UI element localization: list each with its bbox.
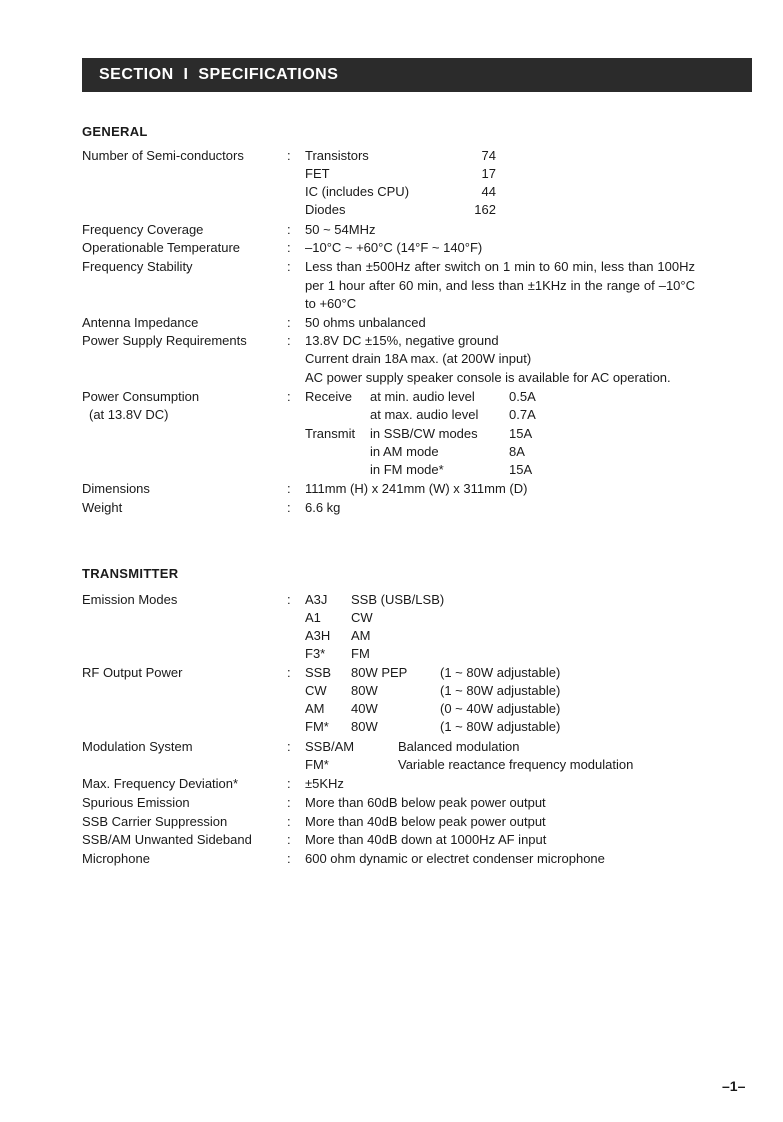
semi-count: 74: [481, 148, 496, 163]
semi-count: 17: [481, 166, 496, 181]
carrier-suppression-label: SSB Carrier Suppression: [82, 814, 228, 829]
colon: :: [287, 389, 291, 404]
semi-count: 44: [481, 184, 496, 199]
general-heading: GENERAL: [82, 124, 148, 139]
rf-power: 40W: [351, 701, 378, 716]
semi-name: Diodes: [305, 202, 346, 217]
spurious-value: More than 60dB below peak power output: [305, 795, 546, 810]
unwanted-sideband-value: More than 40dB down at 1000Hz AF input: [305, 832, 547, 847]
emission-code: F3*: [305, 646, 326, 661]
consumption-condition: at max. audio level: [370, 407, 479, 422]
modulation-label: Modulation System: [82, 739, 193, 754]
colon: :: [287, 814, 291, 829]
colon: :: [287, 259, 291, 274]
page-number: –1–: [722, 1078, 746, 1094]
consumption-condition: in FM mode*: [370, 462, 444, 477]
consumption-value: 15A: [509, 462, 533, 477]
semi-count: 162: [474, 202, 496, 217]
max-deviation-value: ±5KHz: [305, 776, 344, 791]
consumption-mode: Transmit: [305, 426, 356, 441]
emission-modes-label: Emission Modes: [82, 592, 178, 607]
max-deviation-label: Max. Frequency Deviation*: [82, 776, 239, 791]
semiconductors-label: Number of Semi-conductors: [82, 148, 244, 163]
semi-name: Transistors: [305, 148, 369, 163]
carrier-suppression-value: More than 40dB below peak power output: [305, 814, 546, 829]
unwanted-sideband-label: SSB/AM Unwanted Sideband: [82, 832, 252, 847]
modulation-desc: Variable reactance frequency modulation: [398, 757, 634, 772]
rf-mode: AM: [305, 701, 325, 716]
weight-label: Weight: [82, 500, 123, 515]
emission-desc: CW: [351, 610, 373, 625]
emission-code: A3H: [305, 628, 331, 643]
power-supply-label: Power Supply Requirements: [82, 333, 247, 348]
power-supply-line: Current drain 18A max. (at 200W input): [305, 351, 532, 366]
rf-output-label: RF Output Power: [82, 665, 183, 680]
modulation-desc: Balanced modulation: [398, 739, 520, 754]
transmitter-heading: TRANSMITTER: [82, 566, 179, 581]
temperature-label: Operationable Temperature: [82, 240, 241, 255]
microphone-label: Microphone: [82, 851, 150, 866]
emission-desc: SSB (USB/LSB): [351, 592, 445, 607]
colon: :: [287, 776, 291, 791]
colon: :: [287, 592, 291, 607]
dimensions-value: 111mm (H) x 241mm (W) x 311mm (D): [305, 481, 528, 496]
consumption-condition: in AM mode: [370, 444, 439, 459]
microphone-value: 600 ohm dynamic or electret condenser microphone: [305, 851, 605, 866]
emission-code: A1: [305, 610, 321, 625]
rf-mode: CW: [305, 683, 327, 698]
colon: :: [287, 240, 291, 255]
weight-value: 6.6 kg: [305, 500, 341, 515]
rf-mode: SSB: [305, 665, 332, 680]
rf-range: (1 ~ 80W adjustable): [440, 665, 561, 680]
frequency-stability-label: Frequency Stability: [82, 259, 193, 274]
colon: :: [287, 665, 291, 680]
colon: :: [287, 481, 291, 496]
temperature-value: –10°C ~ +60°C (14°F ~ 140°F): [305, 240, 483, 255]
colon: :: [287, 739, 291, 754]
dimensions-label: Dimensions: [82, 481, 150, 496]
antenna-impedance-label: Antenna Impedance: [82, 315, 199, 330]
rf-power: 80W PEP: [351, 665, 408, 680]
rf-range: (0 ~ 40W adjustable): [440, 701, 561, 716]
rf-power: 80W: [351, 719, 378, 734]
frequency-coverage-value: 50 ~ 54MHz: [305, 222, 376, 237]
colon: :: [287, 795, 291, 810]
rf-range: (1 ~ 80W adjustable): [440, 683, 561, 698]
semi-name: IC (includes CPU): [305, 184, 410, 199]
consumption-value: 15A: [509, 426, 533, 441]
semi-name: FET: [305, 166, 330, 181]
rf-range: (1 ~ 80W adjustable): [440, 719, 561, 734]
spurious-label: Spurious Emission: [82, 795, 190, 810]
emission-desc: FM: [351, 646, 370, 661]
consumption-mode: Receive: [305, 389, 352, 404]
consumption-condition: at min. audio level: [370, 389, 475, 404]
rf-mode: FM*: [305, 719, 329, 734]
modulation-mode: SSB/AM: [305, 739, 355, 754]
antenna-impedance-value: 50 ohms unbalanced: [305, 315, 426, 330]
frequency-coverage-label: Frequency Coverage: [82, 222, 204, 237]
colon: :: [287, 148, 291, 163]
consumption-condition: in SSB/CW modes: [370, 426, 478, 441]
colon: :: [287, 851, 291, 866]
frequency-stability-value: Less than ±500Hz after switch on 1 min to 60 min, less than 100Hz per 1 hour after 60 min, and less than ±1KHz in the range of –10°C to +60°C: [305, 259, 695, 311]
consumption-value: 0.5A: [509, 389, 536, 404]
section-title-banner: SECTION I SPECIFICATIONS: [82, 58, 752, 92]
colon: :: [287, 333, 291, 348]
power-consumption-sublabel: (at 13.8V DC): [89, 407, 169, 422]
colon: :: [287, 222, 291, 237]
emission-code: A3J: [305, 592, 328, 607]
power-consumption-label: Power Consumption: [82, 389, 200, 404]
consumption-value: 0.7A: [509, 407, 536, 422]
power-supply-line: 13.8V DC ±15%, negative ground: [305, 333, 499, 348]
emission-desc: AM: [351, 628, 371, 643]
power-supply-line: AC power supply speaker console is available for AC operation.: [305, 370, 671, 385]
colon: :: [287, 315, 291, 330]
colon: :: [287, 832, 291, 847]
rf-power: 80W: [351, 683, 378, 698]
modulation-mode: FM*: [305, 757, 329, 772]
colon: :: [287, 500, 291, 515]
consumption-value: 8A: [509, 444, 525, 459]
